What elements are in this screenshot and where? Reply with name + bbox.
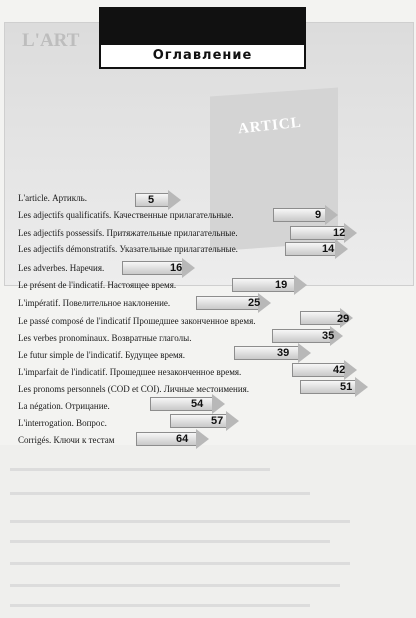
toc-page-number: 64 (176, 433, 189, 445)
toc-page-number: 12 (333, 227, 346, 239)
toc-entry-label: Les adjectifs qualificatifs. Качественные прилагательные. (18, 210, 234, 220)
title-bar (101, 9, 304, 45)
page-title: Оглавление (152, 48, 253, 63)
toc-page-number: 25 (248, 297, 261, 309)
toc-entry-label: L'imparfait de l'indicatif. Прошедшее незаконченное время. (18, 367, 242, 377)
toc-entry-label: L'interrogation. Вопрос. (18, 418, 107, 428)
title-box (99, 7, 306, 69)
toc-entry[interactable] (18, 280, 176, 290)
toc-page-number: 35 (322, 330, 335, 342)
toc-page-number: 51 (340, 381, 353, 393)
toc-entry-label: Les adjectifs démonstratifs. Указательные прилагательные. (18, 244, 238, 254)
toc-page-number: 57 (211, 415, 224, 427)
toc-page-number: 19 (275, 279, 288, 291)
toc-page-number: 9 (315, 209, 322, 221)
toc-entry[interactable] (18, 228, 238, 238)
toc-entry-label: Le présent de l'indicatif. Настоящее время. (18, 280, 177, 290)
toc-entry[interactable] (18, 401, 110, 411)
toc-entry-label: L'impératif. Повелительное наклонение. (18, 298, 171, 308)
toc-entry-label: Le passé composé de l'indicatif Прошедшее законченное время. (18, 316, 256, 326)
toc-entry[interactable] (18, 384, 249, 394)
toc-entry[interactable] (18, 367, 241, 377)
toc-page-number: 29 (337, 313, 350, 325)
toc-entry-label: Corrigés. Ключи к тестам (18, 435, 115, 445)
toc-page-number: 54 (191, 398, 204, 410)
toc-page-number: 5 (148, 194, 155, 206)
toc-entry[interactable] (18, 350, 185, 360)
background-corner-text: L'ART (22, 30, 80, 51)
toc-page-number: 39 (277, 347, 290, 359)
toc-entry[interactable] (18, 263, 104, 273)
toc-entry-label: L'article. Артикль. (18, 193, 87, 203)
toc-entry[interactable] (18, 435, 114, 445)
toc-entry-label: Le futur simple de l'indicatif. Будущее время. (18, 350, 186, 360)
toc-entry[interactable] (18, 316, 256, 326)
background-book-text: ARTICL (237, 114, 303, 138)
toc-entry[interactable] (18, 244, 238, 254)
toc-entry[interactable] (18, 298, 170, 308)
toc-page-number: 14 (322, 243, 335, 255)
toc-page-number: 42 (333, 364, 346, 376)
toc-entry-label: La négation. Отрицание. (18, 401, 110, 411)
toc-entry[interactable] (18, 193, 87, 203)
toc-page-number: 16 (170, 262, 183, 274)
toc-entry-label: Les pronoms personnels (COD et COI). Личные местоимения. (18, 384, 250, 394)
toc-entry-label: Les verbes pronominaux. Возвратные глаголы. (18, 333, 192, 343)
toc-entry[interactable] (18, 333, 191, 343)
toc-entry[interactable] (18, 418, 107, 428)
toc-entry[interactable] (18, 210, 233, 220)
toc-entry-label: Les adverbes. Наречия. (18, 263, 105, 273)
toc-arrow (300, 311, 340, 325)
toc-entry-label: Les adjectifs possessifs. Притяжательные прилагательные. (18, 228, 238, 238)
